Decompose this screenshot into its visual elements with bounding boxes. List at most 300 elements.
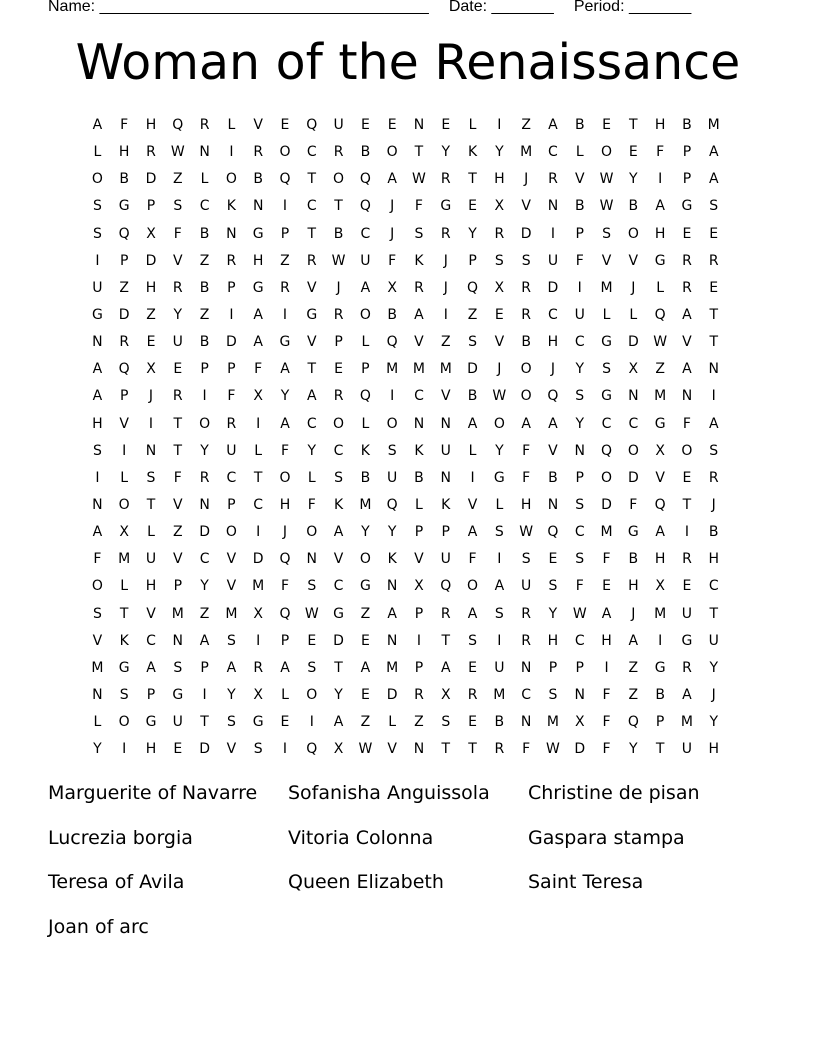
grid-letter[interactable]: Q <box>547 524 559 541</box>
grid-letter[interactable]: O <box>118 714 130 731</box>
grid-letter[interactable]: D <box>145 171 157 188</box>
grid-letter[interactable]: N <box>574 442 585 459</box>
grid-letter[interactable]: A <box>467 415 478 432</box>
grid-letter[interactable]: B <box>548 469 558 486</box>
grid-letter[interactable]: D <box>547 279 559 296</box>
grid-letter[interactable]: S <box>521 551 531 568</box>
grid-letter[interactable]: A <box>226 659 237 676</box>
grid-letter[interactable]: U <box>226 442 237 459</box>
grid-letter[interactable]: C <box>333 442 344 459</box>
grid-letter[interactable]: J <box>550 361 556 378</box>
grid-letter[interactable]: U <box>333 117 344 133</box>
grid-letter[interactable]: R <box>253 144 264 161</box>
grid-letter[interactable]: S <box>468 334 477 351</box>
grid-letter[interactable]: D <box>467 361 478 378</box>
grid-letter[interactable]: V <box>306 334 317 351</box>
grid-letter[interactable]: S <box>441 714 451 731</box>
grid-letter[interactable]: S <box>92 442 102 459</box>
grid-letter[interactable]: A <box>708 171 719 188</box>
grid-letter[interactable]: M <box>412 361 425 378</box>
grid-letter[interactable]: B <box>467 388 478 405</box>
grid-letter[interactable]: E <box>360 686 370 703</box>
grid-letter[interactable]: V <box>226 551 237 568</box>
grid-letter[interactable]: D <box>333 632 344 649</box>
grid-letter[interactable]: Q <box>386 496 398 513</box>
grid-letter[interactable]: I <box>256 524 261 541</box>
grid-letter[interactable]: R <box>440 605 451 622</box>
grid-letter[interactable]: I <box>95 252 100 269</box>
grid-letter[interactable]: K <box>119 632 129 649</box>
grid-letter[interactable]: M <box>252 578 265 595</box>
grid-letter[interactable]: S <box>494 252 504 269</box>
grid-letter[interactable]: V <box>226 578 237 595</box>
grid-letter[interactable]: V <box>387 741 397 758</box>
grid-letter[interactable]: B <box>360 469 371 486</box>
grid-letter[interactable]: X <box>253 605 263 622</box>
grid-letter[interactable]: P <box>146 198 156 215</box>
grid-letter[interactable]: G <box>654 659 666 676</box>
grid-letter[interactable]: H <box>520 496 532 513</box>
grid-letter[interactable]: A <box>682 306 692 323</box>
grid-letter[interactable]: N <box>226 225 237 242</box>
grid-letter[interactable]: X <box>655 442 665 459</box>
grid-letter[interactable]: U <box>494 659 505 676</box>
grid-letter[interactable]: Q <box>440 578 452 595</box>
grid-letter[interactable]: V <box>146 605 156 622</box>
grid-letter[interactable]: R <box>682 279 692 296</box>
grid-letter[interactable]: U <box>387 469 398 486</box>
grid-letter[interactable]: Z <box>655 361 665 378</box>
grid-letter[interactable]: E <box>682 469 692 486</box>
grid-letter[interactable]: U <box>440 442 451 459</box>
grid-letter[interactable]: C <box>306 198 317 215</box>
grid-letter[interactable]: L <box>656 279 665 296</box>
grid-letter[interactable]: P <box>227 361 236 378</box>
grid-letter[interactable]: R <box>333 306 344 323</box>
grid-letter[interactable]: T <box>307 225 317 242</box>
grid-letter[interactable]: K <box>360 442 370 459</box>
grid-letter[interactable]: C <box>146 632 156 649</box>
grid-letter[interactable]: Y <box>575 361 585 378</box>
grid-letter[interactable]: M <box>493 686 506 703</box>
grid-letter[interactable]: N <box>708 361 719 378</box>
grid-letter[interactable]: E <box>494 306 504 323</box>
grid-letter[interactable]: T <box>146 496 156 513</box>
grid-letter[interactable]: E <box>468 659 477 676</box>
grid-letter[interactable]: S <box>307 578 317 595</box>
grid-letter[interactable]: N <box>306 551 318 568</box>
grid-letter[interactable]: A <box>92 117 103 133</box>
grid-letter[interactable]: W <box>546 741 560 758</box>
grid-letter[interactable]: N <box>199 496 210 513</box>
grid-letter[interactable]: T <box>655 741 665 758</box>
grid-letter[interactable]: Q <box>279 171 291 188</box>
grid-letter[interactable]: L <box>93 144 102 161</box>
grid-letter[interactable]: T <box>709 605 718 622</box>
grid-letter[interactable]: D <box>520 225 532 242</box>
grid-letter[interactable]: X <box>494 198 505 215</box>
grid-letter[interactable]: Z <box>146 306 156 323</box>
grid-letter[interactable]: Q <box>359 388 371 405</box>
grid-letter[interactable]: P <box>280 225 290 242</box>
grid-letter[interactable]: G <box>681 632 693 649</box>
grid-letter[interactable]: O <box>467 578 479 595</box>
grid-letter[interactable]: L <box>227 117 236 133</box>
grid-letter[interactable]: I <box>443 306 448 323</box>
grid-letter[interactable]: C <box>253 496 264 513</box>
grid-letter[interactable]: Z <box>172 524 183 541</box>
grid-letter[interactable]: Q <box>359 198 371 215</box>
grid-letter[interactable]: I <box>229 306 234 323</box>
grid-letter[interactable]: V <box>628 252 639 269</box>
grid-letter[interactable]: C <box>199 198 210 215</box>
grid-letter[interactable]: X <box>387 279 397 296</box>
grid-letter[interactable]: H <box>252 252 264 269</box>
grid-letter[interactable]: B <box>628 551 639 568</box>
grid-letter[interactable]: E <box>602 578 611 595</box>
grid-letter[interactable]: R <box>199 117 210 133</box>
grid-letter[interactable]: X <box>440 686 451 703</box>
grid-letter[interactable]: Y <box>629 171 638 188</box>
grid-letter[interactable]: X <box>333 741 344 758</box>
grid-letter[interactable]: K <box>333 496 344 513</box>
grid-letter[interactable]: A <box>92 361 103 378</box>
grid-letter[interactable]: B <box>199 279 210 296</box>
grid-letter[interactable]: H <box>145 578 157 595</box>
grid-letter[interactable]: N <box>520 659 532 676</box>
grid-letter[interactable]: T <box>307 361 317 378</box>
grid-letter[interactable]: O <box>91 578 103 595</box>
grid-letter[interactable]: R <box>226 415 237 432</box>
grid-letter[interactable]: U <box>708 632 719 649</box>
grid-letter[interactable]: R <box>306 252 317 269</box>
grid-letter[interactable]: F <box>468 551 477 568</box>
grid-letter[interactable]: T <box>334 659 343 676</box>
grid-letter[interactable]: Z <box>360 714 371 731</box>
grid-letter[interactable]: V <box>173 551 183 568</box>
grid-letter[interactable]: O <box>306 686 318 703</box>
grid-letter[interactable]: B <box>708 524 719 541</box>
grid-letter[interactable]: Q <box>279 551 291 568</box>
grid-letter[interactable]: W <box>519 524 534 541</box>
grid-letter[interactable]: N <box>520 714 532 731</box>
grid-letter[interactable]: D <box>386 686 398 703</box>
grid-letter[interactable]: T <box>334 198 343 215</box>
grid-letter[interactable]: Y <box>709 714 718 731</box>
grid-letter[interactable]: T <box>414 144 424 161</box>
grid-letter[interactable]: M <box>600 524 613 541</box>
grid-letter[interactable]: T <box>468 171 477 188</box>
grid-letter[interactable]: N <box>386 578 398 595</box>
grid-letter[interactable]: Y <box>307 442 317 459</box>
grid-letter[interactable]: A <box>655 524 665 541</box>
grid-letter[interactable]: G <box>279 334 291 351</box>
grid-letter[interactable]: X <box>414 578 424 595</box>
grid-letter[interactable]: B <box>682 117 692 133</box>
grid-letter[interactable]: R <box>199 469 210 486</box>
grid-letter[interactable]: P <box>227 279 236 296</box>
grid-letter[interactable]: P <box>200 361 209 378</box>
grid-letter[interactable]: V <box>226 741 237 758</box>
grid-letter[interactable]: Y <box>200 578 209 595</box>
grid-letter[interactable]: O <box>681 442 693 459</box>
grid-letter[interactable]: G <box>681 198 693 215</box>
grid-letter[interactable]: S <box>548 578 558 595</box>
grid-letter[interactable]: E <box>709 279 719 296</box>
grid-letter[interactable]: D <box>627 469 639 486</box>
grid-letter[interactable]: D <box>574 741 586 758</box>
grid-letter[interactable]: N <box>440 415 451 432</box>
grid-letter[interactable]: G <box>118 659 130 676</box>
grid-letter[interactable]: Y <box>280 388 290 405</box>
grid-letter[interactable]: O <box>627 442 639 459</box>
grid-letter[interactable]: C <box>226 469 237 486</box>
grid-letter[interactable]: C <box>574 524 585 541</box>
grid-letter[interactable]: L <box>468 442 477 459</box>
grid-letter[interactable]: B <box>655 686 665 703</box>
grid-letter[interactable]: R <box>333 388 344 405</box>
grid-letter[interactable]: V <box>414 334 424 351</box>
grid-letter[interactable]: I <box>309 714 314 731</box>
grid-letter[interactable]: B <box>574 198 585 215</box>
grid-letter[interactable]: V <box>414 551 424 568</box>
grid-letter[interactable]: P <box>119 388 129 405</box>
grid-letter[interactable]: R <box>172 388 183 405</box>
grid-letter[interactable]: A <box>306 388 317 405</box>
grid-letter[interactable]: Q <box>654 306 666 323</box>
grid-letter[interactable]: Q <box>118 361 130 378</box>
grid-letter[interactable]: Y <box>93 741 102 758</box>
grid-letter[interactable]: Z <box>414 714 424 731</box>
grid-letter[interactable]: Y <box>468 225 477 242</box>
grid-letter[interactable]: J <box>524 171 529 188</box>
grid-letter[interactable]: U <box>547 252 559 269</box>
grid-letter[interactable]: K <box>414 252 424 269</box>
grid-letter[interactable]: I <box>604 659 609 676</box>
grid-letter[interactable]: B <box>494 714 505 731</box>
grid-letter[interactable]: G <box>654 415 666 432</box>
grid-letter[interactable]: U <box>172 714 183 731</box>
grid-letter[interactable]: D <box>252 551 264 568</box>
grid-letter[interactable]: E <box>682 225 692 242</box>
grid-letter[interactable]: U <box>521 578 532 595</box>
grid-letter[interactable]: G <box>333 605 344 622</box>
grid-letter[interactable]: B <box>387 306 397 323</box>
grid-letter[interactable]: L <box>495 496 504 513</box>
grid-letter[interactable]: A <box>280 415 290 432</box>
grid-letter[interactable]: O <box>386 415 398 432</box>
grid-letter[interactable]: R <box>548 171 558 188</box>
grid-letter[interactable]: E <box>334 361 343 378</box>
grid-letter[interactable]: G <box>306 306 318 323</box>
grid-letter[interactable]: S <box>387 442 397 459</box>
grid-letter[interactable]: R <box>440 225 451 242</box>
grid-letter[interactable]: X <box>574 714 585 731</box>
grid-letter[interactable]: K <box>387 551 397 568</box>
grid-letter[interactable]: U <box>440 551 451 568</box>
grid-letter[interactable]: F <box>173 469 182 486</box>
grid-letter[interactable]: I <box>229 144 234 161</box>
grid-letter[interactable]: M <box>600 279 613 296</box>
grid-letter[interactable]: E <box>468 198 477 215</box>
grid-letter[interactable]: G <box>172 686 184 703</box>
grid-letter[interactable]: S <box>92 198 102 215</box>
grid-letter[interactable]: D <box>145 252 157 269</box>
grid-letter[interactable]: I <box>684 524 689 541</box>
grid-letter[interactable]: I <box>470 469 475 486</box>
grid-letter[interactable]: R <box>521 605 532 622</box>
grid-letter[interactable]: R <box>119 334 130 351</box>
grid-letter[interactable]: B <box>628 198 639 215</box>
grid-letter[interactable]: P <box>468 252 477 269</box>
grid-letter[interactable]: H <box>654 225 666 242</box>
grid-letter[interactable]: Y <box>495 442 504 459</box>
grid-letter[interactable]: R <box>172 279 183 296</box>
grid-letter[interactable]: R <box>226 252 237 269</box>
grid-letter[interactable]: K <box>467 144 478 161</box>
grid-letter[interactable]: K <box>226 198 236 215</box>
grid-letter[interactable]: C <box>306 415 317 432</box>
grid-letter[interactable]: C <box>574 632 585 649</box>
grid-letter[interactable]: Q <box>172 117 184 133</box>
grid-letter[interactable]: Z <box>360 605 371 622</box>
grid-letter[interactable]: J <box>282 524 288 541</box>
grid-letter[interactable]: Y <box>441 144 451 161</box>
grid-letter[interactable]: I <box>497 117 502 133</box>
grid-letter[interactable]: O <box>627 225 639 242</box>
grid-letter[interactable]: W <box>304 605 319 622</box>
grid-letter[interactable]: G <box>91 306 103 323</box>
grid-letter[interactable]: L <box>147 524 155 541</box>
grid-letter[interactable]: Z <box>628 686 639 703</box>
grid-letter[interactable]: N <box>440 469 451 486</box>
grid-letter[interactable]: X <box>146 225 156 242</box>
grid-letter[interactable]: L <box>388 714 397 731</box>
grid-letter[interactable]: P <box>441 524 450 541</box>
grid-letter[interactable]: B <box>360 144 371 161</box>
grid-letter[interactable]: S <box>226 632 236 649</box>
grid-letter[interactable]: M <box>118 551 131 568</box>
grid-letter[interactable]: G <box>601 334 612 351</box>
grid-letter[interactable]: I <box>202 388 207 405</box>
grid-letter[interactable]: F <box>93 551 102 568</box>
grid-letter[interactable]: N <box>628 388 639 405</box>
grid-letter[interactable]: V <box>601 252 612 269</box>
grid-letter[interactable]: P <box>575 469 584 486</box>
grid-letter[interactable]: M <box>546 714 559 731</box>
grid-letter[interactable]: D <box>225 334 237 351</box>
grid-letter[interactable]: P <box>119 252 129 269</box>
grid-letter[interactable]: Z <box>199 252 210 269</box>
grid-letter[interactable]: F <box>280 442 289 459</box>
grid-letter[interactable]: I <box>256 632 261 649</box>
grid-letter[interactable]: T <box>200 714 209 731</box>
grid-letter[interactable]: L <box>281 686 289 703</box>
grid-letter[interactable]: W <box>170 144 185 161</box>
grid-letter[interactable]: L <box>361 334 370 351</box>
grid-letter[interactable]: E <box>307 632 317 649</box>
grid-letter[interactable]: R <box>414 686 424 703</box>
grid-letter[interactable]: N <box>252 198 264 215</box>
grid-letter[interactable]: I <box>202 686 207 703</box>
grid-letter[interactable]: W <box>653 334 668 351</box>
grid-letter[interactable]: A <box>414 306 424 323</box>
grid-letter[interactable]: A <box>601 605 612 622</box>
grid-letter[interactable]: N <box>547 496 559 513</box>
grid-letter[interactable]: S <box>548 686 558 703</box>
grid-letter[interactable]: S <box>602 225 611 242</box>
grid-letter[interactable]: X <box>119 524 129 541</box>
grid-letter[interactable]: Y <box>709 659 718 676</box>
grid-letter[interactable]: D <box>199 741 210 758</box>
grid-letter[interactable]: H <box>547 334 559 351</box>
grid-letter[interactable]: F <box>575 252 584 269</box>
grid-letter[interactable]: H <box>145 117 157 133</box>
grid-letter[interactable]: S <box>119 686 129 703</box>
grid-letter[interactable]: Z <box>467 306 478 323</box>
grid-letter[interactable]: E <box>548 551 558 568</box>
grid-letter[interactable]: K <box>441 496 451 513</box>
grid-letter[interactable]: H <box>547 632 559 649</box>
grid-letter[interactable]: R <box>521 632 532 649</box>
grid-letter[interactable]: B <box>119 171 129 188</box>
grid-letter[interactable]: V <box>253 117 263 133</box>
grid-letter[interactable]: T <box>173 442 183 459</box>
grid-letter[interactable]: N <box>413 415 425 432</box>
grid-letter[interactable]: R <box>521 279 532 296</box>
grid-letter[interactable]: B <box>199 334 210 351</box>
grid-letter[interactable]: L <box>415 496 423 513</box>
grid-letter[interactable]: M <box>91 659 104 676</box>
grid-letter[interactable]: S <box>334 469 344 486</box>
grid-letter[interactable]: M <box>225 605 238 622</box>
grid-letter[interactable]: P <box>655 714 665 731</box>
grid-letter[interactable]: H <box>279 496 291 513</box>
grid-letter[interactable]: C <box>414 388 424 405</box>
grid-letter[interactable]: P <box>200 659 209 676</box>
grid-letter[interactable]: R <box>333 144 344 161</box>
grid-letter[interactable]: F <box>227 388 236 405</box>
grid-letter[interactable]: G <box>654 252 666 269</box>
grid-letter[interactable]: R <box>682 659 692 676</box>
grid-letter[interactable]: V <box>574 171 585 188</box>
grid-letter[interactable]: N <box>681 388 693 405</box>
grid-letter[interactable]: M <box>386 659 399 676</box>
grid-letter[interactable]: L <box>93 714 102 731</box>
grid-letter[interactable]: A <box>628 632 639 649</box>
grid-letter[interactable]: Z <box>440 334 451 351</box>
grid-letter[interactable]: E <box>280 117 290 133</box>
grid-letter[interactable]: N <box>145 442 157 459</box>
grid-letter[interactable]: J <box>390 198 395 215</box>
grid-letter[interactable]: A <box>521 415 531 432</box>
grid-letter[interactable]: U <box>360 252 371 269</box>
grid-letter[interactable]: J <box>631 605 636 622</box>
grid-letter[interactable]: F <box>602 686 611 703</box>
grid-letter[interactable]: P <box>548 659 558 676</box>
grid-letter[interactable]: G <box>440 198 452 215</box>
grid-letter[interactable]: I <box>148 415 154 432</box>
grid-letter[interactable]: A <box>253 334 263 351</box>
grid-letter[interactable]: Y <box>334 686 343 703</box>
grid-letter[interactable]: B <box>574 117 585 133</box>
grid-letter[interactable]: Y <box>575 415 585 432</box>
grid-letter[interactable]: S <box>709 442 719 459</box>
grid-letter[interactable]: F <box>656 144 665 161</box>
grid-letter[interactable]: B <box>253 171 263 188</box>
grid-letter[interactable]: I <box>256 415 261 432</box>
grid-letter[interactable]: B <box>333 225 344 242</box>
